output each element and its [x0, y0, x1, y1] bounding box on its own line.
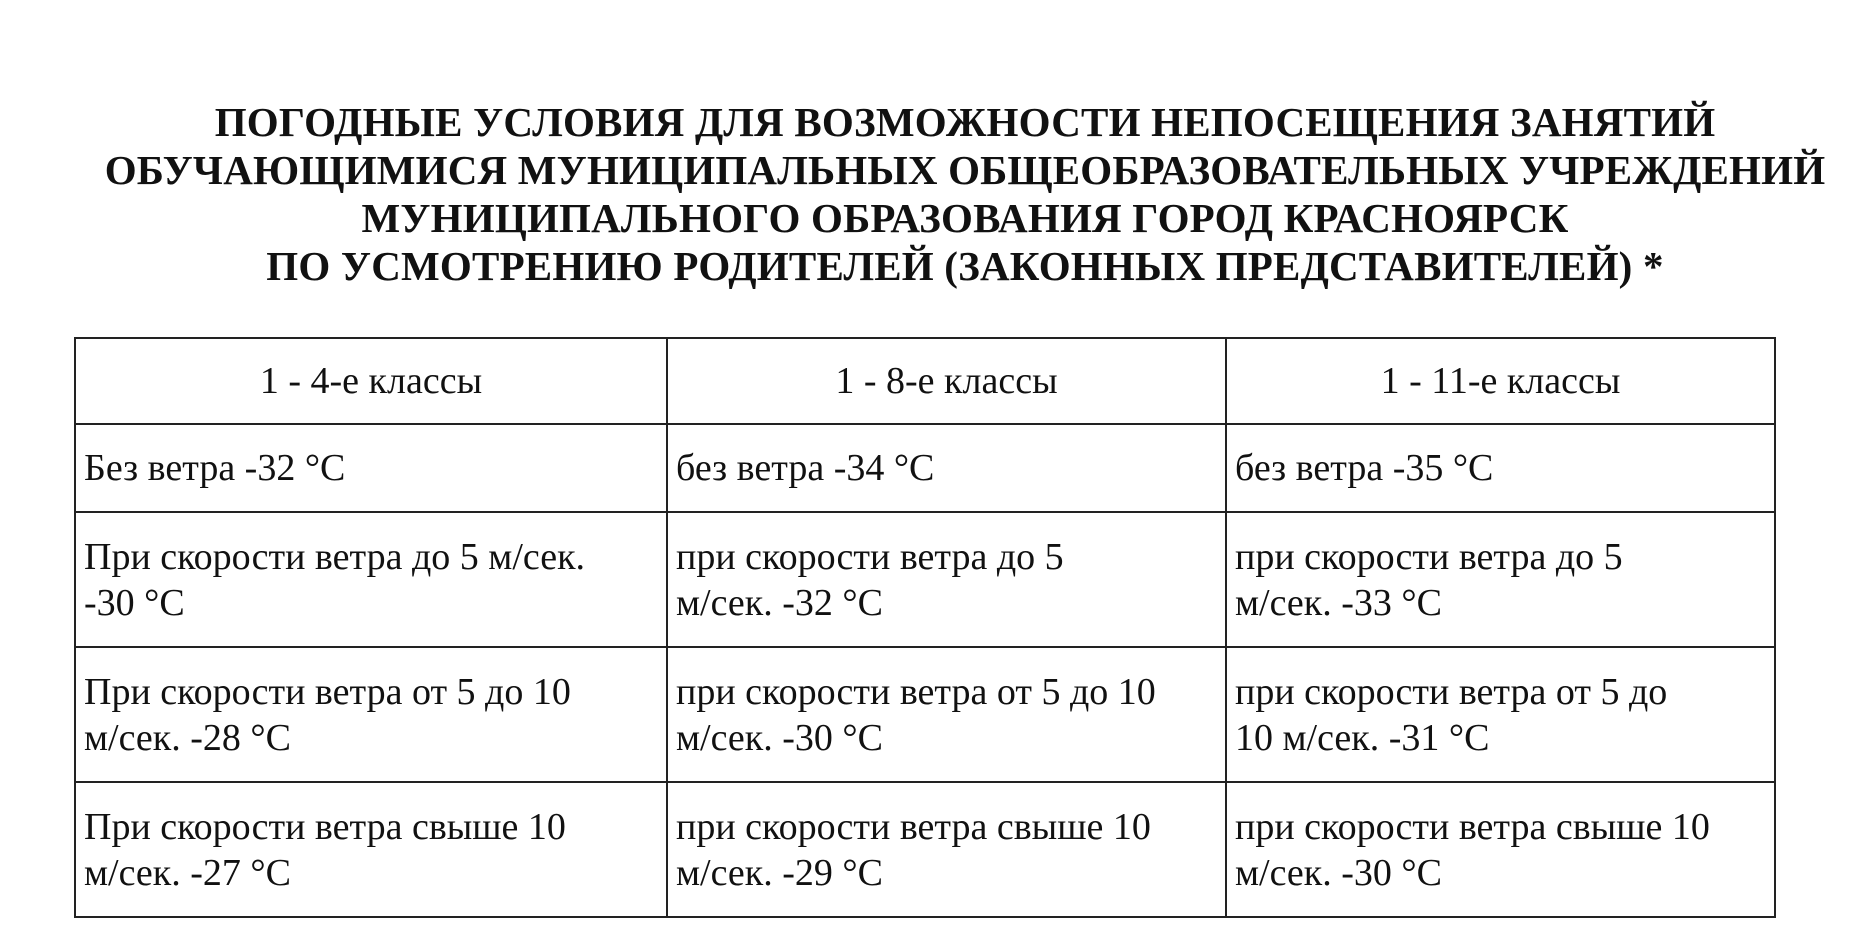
cell-line: м/сек. -30 °C: [676, 716, 883, 759]
table-row: [75, 647, 1775, 782]
cell-line: м/сек. -30 °C: [1235, 851, 1442, 894]
cell-line: при скорости ветра до 5: [1235, 535, 1623, 578]
cell-line: при скорости ветра свыше 10: [676, 805, 1151, 848]
title-line: ПОГОДНЫЕ УСЛОВИЯ ДЛЯ ВОЗМОЖНОСТИ НЕПОСЕЩЕНИЯ ЗАНЯТИЙ: [214, 99, 1716, 145]
table-header-row: [75, 338, 1775, 424]
cell-line: При скорости ветра до 5 м/сек.: [84, 535, 586, 578]
table-row: [75, 512, 1775, 647]
table-cell: [667, 782, 1226, 917]
cell-line: м/сек. -32 °C: [676, 581, 883, 624]
cell-line: При скорости ветра от 5 до 10: [84, 670, 571, 713]
table-cell: [667, 647, 1226, 782]
cell-line: -30 °C: [84, 581, 185, 624]
table-cell: [667, 512, 1226, 647]
title-line: ОБУЧАЮЩИМИСЯ МУНИЦИПАЛЬНЫХ ОБЩЕОБРАЗОВАТЕЛЬНЫХ УЧРЕЖДЕНИЙ: [104, 147, 1826, 193]
document-title: [80, 98, 1850, 290]
weather-conditions-table: [74, 337, 1776, 918]
table-cell: [75, 512, 667, 647]
cell-line: м/сек. -28 °C: [84, 716, 291, 759]
table-cell: [1226, 782, 1775, 917]
cell-line: 10 м/сек. -31 °C: [1235, 716, 1490, 759]
header-grades-1-4: 1 - 4-е классы: [75, 338, 667, 424]
table-cell: [75, 782, 667, 917]
table-cell: [75, 424, 667, 512]
cell-line: без ветра -34 °C: [676, 447, 935, 489]
header-grades-1-11: 1 - 11-е классы: [1226, 338, 1775, 424]
title-line: МУНИЦИПАЛЬНОГО ОБРАЗОВАНИЯ ГОРОД КРАСНОЯРСК: [361, 195, 1569, 241]
cell-line: При скорости ветра свыше 10: [84, 805, 566, 848]
header-grades-1-8: 1 - 8-е классы: [667, 338, 1226, 424]
cell-line: без ветра -35 °C: [1235, 447, 1494, 489]
table-cell: [1226, 512, 1775, 647]
cell-line: при скорости ветра свыше 10: [1235, 805, 1710, 848]
cell-line: Без ветра -32 °C: [84, 447, 346, 489]
title-line: ПО УСМОТРЕНИЮ РОДИТЕЛЕЙ (ЗАКОННЫХ ПРЕДСТАВИТЕЛЕЙ) *: [266, 243, 1664, 289]
cell-line: м/сек. -27 °C: [84, 851, 291, 894]
cell-line: м/сек. -33 °C: [1235, 581, 1442, 624]
table-cell: [1226, 647, 1775, 782]
cell-line: при скорости ветра от 5 до 10: [676, 670, 1156, 713]
table-row: [75, 782, 1775, 917]
table-cell: [667, 424, 1226, 512]
cell-line: при скорости ветра до 5: [676, 535, 1064, 578]
table-cell: [75, 647, 667, 782]
cell-line: м/сек. -29 °C: [676, 851, 883, 894]
table-cell: [1226, 424, 1775, 512]
table-row: [75, 424, 1775, 512]
cell-line: при скорости ветра от 5 до: [1235, 670, 1668, 713]
